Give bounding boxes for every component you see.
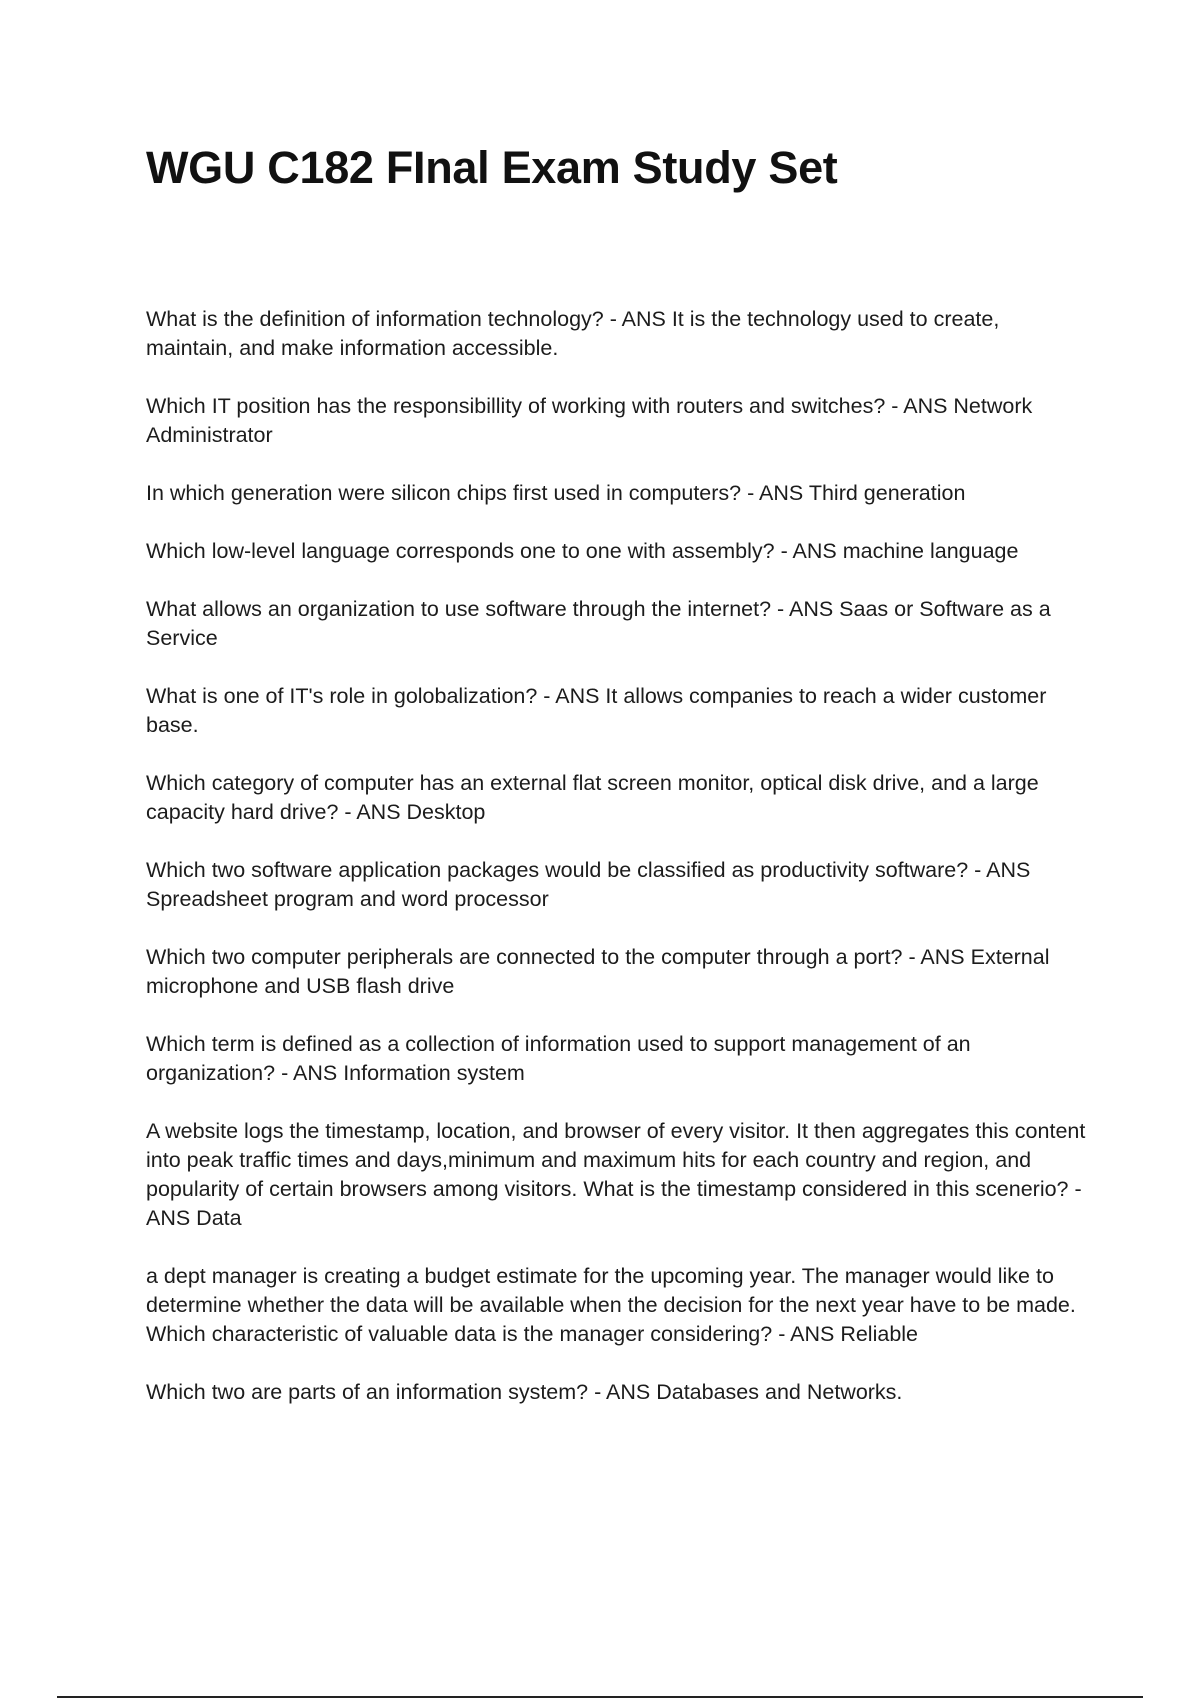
qa-item: Which two software application packages would be classified as productivity software? - ANS Spreadsheet program and word processor (146, 858, 1031, 911)
qa-item: Which term is defined as a collection of information used to support management of an organization? - ANS Information system (146, 1032, 971, 1085)
qa-list (146, 305, 1091, 1436)
qa-item: Which category of computer has an external flat screen monitor, optical disk drive, and a large capacity hard drive? - ANS Desktop (146, 771, 1039, 824)
qa-item: What allows an organization to use software through the internet? - ANS Saas or Software as a Service (146, 597, 1051, 650)
qa-item: What is one of IT's role in golobalization? - ANS It allows companies to reach a wider customer base. (146, 684, 1047, 737)
qa-item: In which generation were silicon chips first used in computers? - ANS Third generation (146, 481, 966, 505)
qa-item: Which two are parts of an information system? - ANS Databases and Networks. (146, 1380, 903, 1404)
qa-item: What is the definition of information technology? - ANS It is the technology used to create, maintain, and make information accessible. (146, 307, 1000, 360)
qa-item: a dept manager is creating a budget estimate for the upcoming year. The manager would like to determine whether the data will be available when the decision for the next year have to be made. Which characteristic of valuable data is the manager considering? - ANS Reliable (146, 1264, 1076, 1346)
page-title: WGU C182 FInal Exam Study Set (146, 142, 838, 193)
footer-divider (57, 1696, 1143, 1698)
qa-item: Which IT position has the responsibillity of working with routers and switches? - ANS Network Administrator (146, 394, 1033, 447)
qa-item: Which two computer peripherals are connected to the computer through a port? - ANS External microphone and USB flash drive (146, 945, 1050, 998)
qa-item: A website logs the timestamp, location, and browser of every visitor. It then aggregates this content into peak traffic times and days,minimum and maximum hits for each country and region, and popularity of certain browsers among visitors. What is the timestamp considered in this scenerio? - ANS Data (146, 1119, 1086, 1230)
qa-item: Which low-level language corresponds one to one with assembly? - ANS machine language (146, 539, 1019, 563)
